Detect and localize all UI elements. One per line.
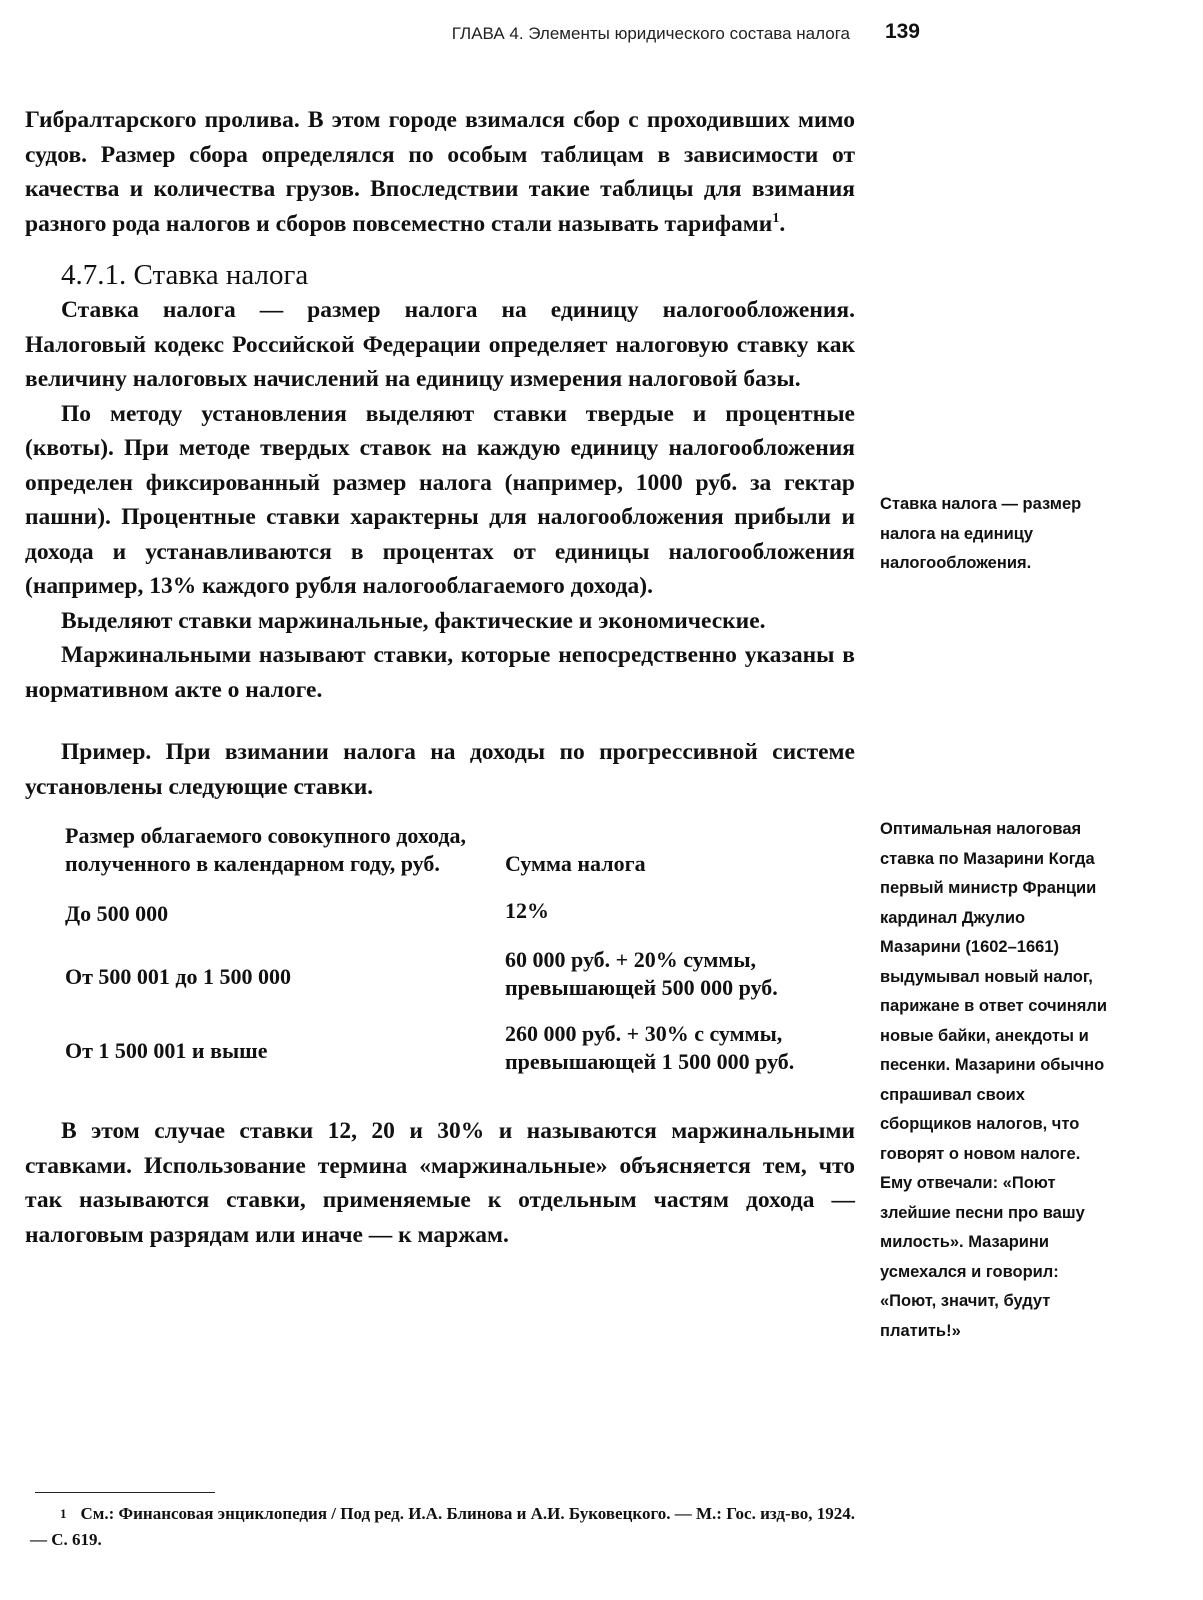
running-title: ГЛАВА 4. Элементы юридического состава налога: [451, 24, 850, 43]
paragraph-gibraltar: [25, 103, 855, 241]
paragraph-example: Пример. При взимании налога на доходы по прогрессивной системе установлены следующие ставки.: [25, 739, 855, 800]
paragraph-methods: По методу установления выделяют ставки твердые и процентные (квоты). При методе твердых ставок на каждую единицу налогообложения определен фиксированный размер налога (например, 1000 руб. за гектар пашни). Процентные ставки характерны для налогообложения прибыли и дохода и устанавливаются в процентах от единицы налогообложения (например, 13% каждого рубля налогооблагаемого дохода).: [25, 400, 855, 599]
table-header-row: [65, 822, 855, 894]
table-cell-income: От 1 500 001 и выше: [65, 1038, 268, 1063]
table-row: [65, 946, 855, 1020]
paragraph-rate-types: Выделяют ставки маржинальные, фактические и экономические.: [61, 607, 766, 634]
footnote-ref[interactable]: 1: [772, 210, 780, 226]
page-header: [360, 20, 920, 50]
table-cell-income: От 500 001 до 1 500 000: [65, 964, 292, 989]
margin-note-mazarin-text: Оптимальная налоговая ставка по Мазарини Когда первый министр Франции кардинал Джулио Мазарини (1602–1661) выдумывал новый налог, парижане в ответ сочиняли новые байки, анекдоты и песенки. Мазарини обычно спрашивал своих сборщиков налогов, что говорят о новом налоге. Ему отвечали: «Поют злейшие песни про вашу милость». Мазарини усмехался и говорил: «Поют, значит, будут платить!»: [880, 820, 1107, 1340]
table-cell-tax: 60 000 руб. + 20% суммы, превышающей 500 000 руб.: [505, 947, 778, 1000]
footnote: [30, 1501, 860, 1553]
paragraph-gibraltar-text: Гибралтарского пролива. В этом городе взимался сбор с проходивших мимо судов. Размер сбора определялся по особым таблицам в зависимости от качества и количества грузов. Впоследствии такие таблицы для взимания разного рода налогов и сборов повсеместно стали называть тарифами: [25, 107, 855, 237]
table-cell-tax: 260 000 руб. + 30% с суммы, превышающей 1 500 000 руб.: [505, 1021, 795, 1074]
table-cell-tax: 12%: [505, 898, 549, 923]
margin-note-mazarin: [880, 815, 1110, 1346]
footnote-divider: [35, 1492, 215, 1493]
margin-note-definition: [880, 490, 1110, 579]
paragraph-gibraltar-end: .: [779, 210, 786, 237]
table-row: [65, 1020, 855, 1094]
footnote-text: См.: Финансовая энциклопедия / Под ред. И.А. Блинова и А.И. Буковецкого. — М.: Гос. изд-во, 1924. — С. 619.: [30, 1504, 855, 1549]
paragraph-marginal: Маржинальными называют ставки, которые непосредственно указаны в нормативном акте о налоге.: [25, 642, 855, 703]
section-heading: 4.7.1. Ставка налога: [61, 259, 309, 291]
main-text: [25, 103, 855, 1252]
tax-rate-table: [65, 822, 855, 1094]
margin-note-definition-text: Ставка налога — размер налога на единицу налогообложения.: [880, 495, 1082, 572]
table-cell-income: До 500 000: [65, 901, 169, 926]
paragraph-conclusion: В этом случае ставки 12, 20 и 30% и называются маржинальными ставками. Использование термина «маржинальные» объясняется тем, что так называются ставки, применяемые к отдельным частям дохода — налоговым разрядам или иначе — к маржам.: [25, 1118, 855, 1248]
paragraph-definition: Ставка налога — размер налога на единицу налогообложения. Налоговый кодекс Российской Федерации определяет налоговую ставку как величину налоговых начислений на единицу измерения налоговой базы.: [25, 297, 855, 392]
table-header-tax: Сумма налога: [505, 851, 646, 876]
table-header-income: Размер облагаемого совокупного дохода, полученного в календарном году, руб.: [65, 823, 466, 876]
page-number: 139: [884, 20, 920, 43]
table-row: [65, 894, 855, 946]
footnote-mark: 1: [60, 1506, 67, 1521]
